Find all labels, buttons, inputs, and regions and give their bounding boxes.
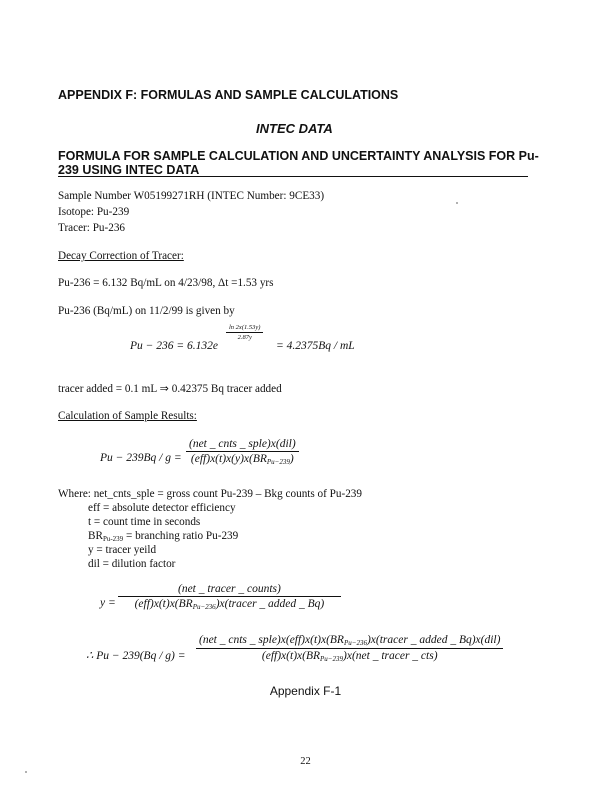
appendix-title: APPENDIX F: FORMULAS AND SAMPLE CALCULATIONS <box>58 88 399 102</box>
final-equation-lhs: ∴ Pu − 239(Bq / g) = <box>86 650 186 662</box>
scan-speck <box>25 771 27 773</box>
def-br: BRPu-239 = branching ratio Pu-239 <box>88 530 239 543</box>
intec-data-title: INTEC DATA <box>256 121 333 136</box>
isotope-line: Isotope: Pu-239 <box>58 206 130 218</box>
decay-equation-rhs: = 4.2375Bq / mL <box>276 340 355 352</box>
final-equation-denominator: $(eff)x(t)x(BR_{Pu-239})x(net$ _ tracer _ cts) <box>261 650 438 663</box>
decay-exponent-numerator: ln 2x(1.53y) <box>226 324 263 333</box>
final-equation-numerator: (net _ cnts _ $sple)x(eff)x(t)x(BR_{Pu-236})x(tracer$ _ added _ Bq)x(dil) <box>196 634 503 649</box>
def-t: t = count time in seconds <box>88 516 201 528</box>
title-underline <box>58 176 528 177</box>
def-dil: dil = dilution factor <box>88 558 176 570</box>
decay-exponent-denominator: 2.87y <box>237 334 252 341</box>
yield-equation-numerator: (net _ tracer _ counts) <box>118 583 341 597</box>
sample-equation-numerator: (net _ cnts _ sple)x(dil) <box>186 438 299 452</box>
appendix-page-label: Appendix F-1 <box>269 684 342 698</box>
sample-equation-fraction <box>186 438 299 466</box>
where-line: Where: net_cnts_sple = gross count Pu-239 – Bkg counts of Pu-239 <box>58 488 362 500</box>
tracer-line: Tracer: Pu-236 <box>58 222 126 234</box>
yield-equation-denominator: $(eff)x(t)x(BR_{Pu-236})x(tracer$ _ added _ Bq) <box>134 598 325 611</box>
def-y: y = tracer yeild <box>88 544 157 556</box>
sample-number: Sample Number W05199271RH (INTEC Number: 9CE33) <box>58 190 325 202</box>
calculation-heading: Calculation of Sample Results: <box>58 410 197 422</box>
decay-line-1: Pu-236 = 6.132 Bq/mL on 4/23/98, Δt =1.53 yrs <box>58 277 274 289</box>
formula-section-title: FORMULA FOR SAMPLE CALCULATION AND UNCERTAINTY ANALYSIS FOR Pu-239 USING INTEC DATA <box>58 149 539 177</box>
decay-correction-heading: Decay Correction of Tracer: <box>58 250 184 262</box>
decay-line-2: Pu-236 (Bq/mL) on 11/2/99 is given by <box>58 305 235 317</box>
decay-exponent <box>226 324 263 341</box>
def-eff: eff = absolute detector efficiency <box>88 502 236 514</box>
scan-speck <box>456 202 458 204</box>
tracer-added-line: tracer added = 0.1 mL ⇒ 0.42375 Bq tracer added <box>58 383 282 395</box>
yield-equation-fraction <box>118 583 341 611</box>
yield-equation-lhs: y = <box>100 597 116 609</box>
sample-equation-lhs: Pu − 239Bq / g = <box>100 452 182 464</box>
decay-equation-lhs: Pu − 236 = 6.132e <box>130 340 219 352</box>
sample-equation-denominator: $(eff)x(t)x(y)x(BR_{Pu-239})$ <box>190 453 294 466</box>
page-number: 22 <box>300 756 311 767</box>
final-equation-fraction <box>196 634 503 663</box>
